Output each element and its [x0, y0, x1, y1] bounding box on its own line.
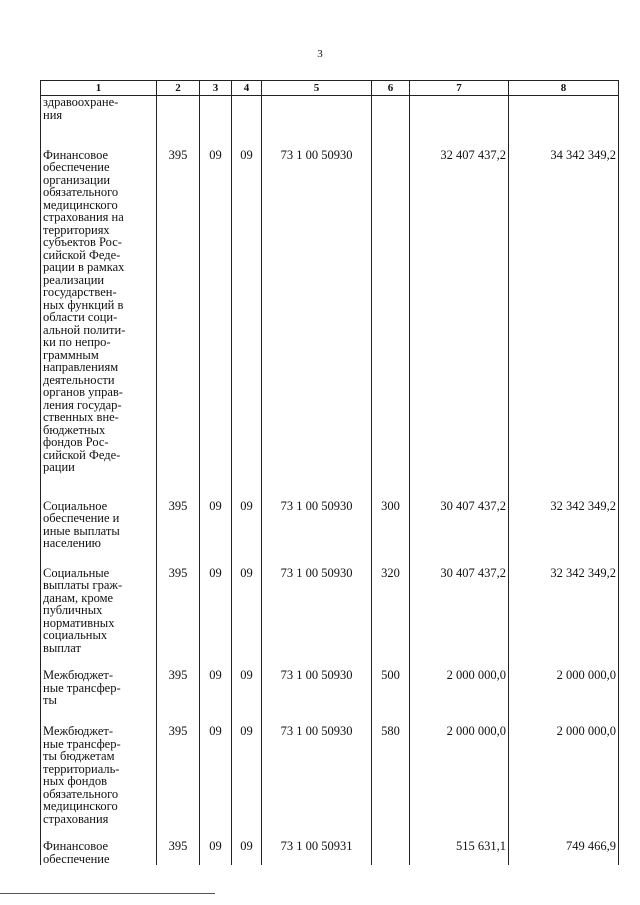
name-line: обеспечение — [43, 851, 110, 866]
name-line: сийской Феде- — [43, 247, 121, 262]
table-row — [41, 710, 619, 825]
table-row — [41, 96, 619, 132]
name-line: медицинского — [43, 799, 118, 813]
table-row — [41, 132, 619, 485]
name-line: организации — [43, 172, 111, 187]
cell-expense-type: 320 — [372, 552, 410, 655]
name-line: направлениям — [43, 360, 119, 374]
name-line: ные трансфер- — [43, 736, 121, 751]
column-header: 5 — [262, 81, 372, 96]
name-line: альной полити- — [43, 322, 126, 337]
cell-name — [41, 825, 157, 865]
cell-amount-year-1: 30 407 437,2 — [410, 485, 509, 552]
cell-amount-year-2: 32 342 349,2 — [509, 485, 619, 552]
name-line: ственных вне- — [43, 410, 119, 424]
cell-section — [200, 96, 232, 132]
cell-amount-year-2: 2 000 000,0 — [509, 654, 619, 710]
name-line: Социальное — [43, 498, 108, 513]
name-line: ления государ- — [43, 397, 122, 412]
name-line: медицинского — [43, 197, 118, 212]
cell-subsection: 09 — [232, 552, 262, 655]
column-header: 4 — [232, 81, 262, 96]
cell-amount-year-1: 32 407 437,2 — [410, 132, 509, 485]
cell-name — [41, 654, 157, 710]
cell-subsection: 09 — [232, 710, 262, 825]
name-line: ные трансфер- — [43, 680, 121, 695]
name-line: фондов Рос- — [43, 435, 109, 449]
name-line: выплат — [43, 640, 81, 655]
name-line: сийской Феде- — [43, 447, 121, 462]
name-line: Социальные — [43, 565, 110, 580]
name-line: публичных — [43, 603, 103, 617]
name-line: выплаты граж- — [43, 578, 123, 592]
cell-amount-year-2: 749 466,9 — [509, 825, 619, 865]
cell-chapter: 395 — [157, 132, 200, 485]
cell-amount-year-1: 2 000 000,0 — [410, 654, 509, 710]
name-line: здравоохране- — [43, 95, 119, 109]
name-line: территориях — [43, 222, 110, 237]
cell-section: 09 — [200, 710, 232, 825]
name-line: ния — [43, 107, 63, 122]
name-line: области соци- — [43, 310, 118, 324]
cell-chapter: 395 — [157, 825, 200, 865]
column-header: 7 — [410, 81, 509, 96]
cell-name — [41, 485, 157, 552]
cell-amount-year-1 — [410, 96, 509, 132]
cell-amount-year-2: 32 342 349,2 — [509, 552, 619, 655]
cell-section: 09 — [200, 825, 232, 865]
name-line: данам, кроме — [43, 590, 114, 605]
cell-chapter: 395 — [157, 552, 200, 655]
cell-subsection: 09 — [232, 654, 262, 710]
name-line: рации — [43, 460, 75, 474]
cell-expense-type — [372, 132, 410, 485]
name-line: органов управ- — [43, 385, 123, 399]
budget-table — [40, 80, 619, 865]
name-line: субъектов Рос- — [43, 235, 122, 249]
column-header: 6 — [372, 81, 410, 96]
cell-chapter: 395 — [157, 654, 200, 710]
table-row — [41, 825, 619, 865]
cell-expense-type: 580 — [372, 710, 410, 825]
column-header: 8 — [509, 81, 619, 96]
cell-target-article: 73 1 00 50930 — [262, 485, 372, 552]
name-line: обязательного — [43, 185, 119, 199]
name-line: нормативных — [43, 615, 115, 630]
cell-amount-year-2 — [509, 96, 619, 132]
cell-subsection — [232, 96, 262, 132]
column-header: 1 — [41, 81, 157, 96]
cell-section: 09 — [200, 654, 232, 710]
name-line: реализации — [43, 272, 105, 287]
cell-target-article: 73 1 00 50930 — [262, 132, 372, 485]
column-header: 3 — [200, 81, 232, 96]
table-row — [41, 552, 619, 655]
name-line: граммным — [43, 347, 99, 362]
name-line: Финансовое — [43, 147, 109, 162]
name-line: обязательного — [43, 786, 119, 801]
name-line: ты бюджетам — [43, 749, 115, 763]
name-line: ных функций в — [43, 297, 124, 312]
name-line: Межбюджет- — [43, 668, 114, 682]
name-line: ты — [43, 693, 57, 707]
table-body — [41, 96, 619, 866]
cell-section: 09 — [200, 552, 232, 655]
name-line: населению — [43, 536, 101, 550]
table-row — [41, 485, 619, 552]
name-line: социальных — [43, 628, 108, 642]
cell-target-article: 73 1 00 50930 — [262, 552, 372, 655]
cell-chapter: 395 — [157, 710, 200, 825]
cell-amount-year-1: 2 000 000,0 — [410, 710, 509, 825]
cell-name — [41, 96, 157, 132]
name-line: страхования на — [43, 210, 124, 224]
name-line: ки по непро- — [43, 335, 111, 349]
cell-amount-year-2: 2 000 000,0 — [509, 710, 619, 825]
cell-chapter: 395 — [157, 485, 200, 552]
cell-expense-type: 300 — [372, 485, 410, 552]
cell-target-article: 73 1 00 50930 — [262, 710, 372, 825]
cell-name — [41, 710, 157, 825]
cell-amount-year-2: 34 342 349,2 — [509, 132, 619, 485]
name-line: иные выплаты — [43, 523, 120, 538]
name-line: обеспечение и — [43, 511, 120, 525]
scan-edge-line — [0, 893, 215, 894]
cell-name — [41, 552, 157, 655]
name-line: страхования — [43, 811, 109, 826]
cell-subsection: 09 — [232, 825, 262, 865]
name-line: Межбюджет- — [43, 724, 114, 738]
name-line: рации в рамках — [43, 260, 125, 274]
name-line: обеспечение — [43, 160, 110, 174]
name-line: территориаль- — [43, 761, 120, 776]
column-header: 2 — [157, 81, 200, 96]
cell-subsection: 09 — [232, 485, 262, 552]
name-line: государствен- — [43, 285, 117, 299]
page-number: 3 — [317, 48, 323, 60]
cell-amount-year-1: 30 407 437,2 — [410, 552, 509, 655]
name-line: деятельности — [43, 372, 115, 387]
cell-amount-year-1: 515 631,1 — [410, 825, 509, 865]
cell-name — [41, 132, 157, 485]
cell-section: 09 — [200, 132, 232, 485]
cell-expense-type: 500 — [372, 654, 410, 710]
name-line: ных фондов — [43, 774, 108, 788]
table-header-row — [41, 81, 619, 96]
cell-target-article — [262, 96, 372, 132]
cell-expense-type — [372, 96, 410, 132]
table-row — [41, 654, 619, 710]
name-line: бюджетных — [43, 422, 106, 437]
name-line: Финансовое — [43, 839, 109, 853]
cell-subsection: 09 — [232, 132, 262, 485]
cell-target-article: 73 1 00 50930 — [262, 654, 372, 710]
cell-section: 09 — [200, 485, 232, 552]
cell-target-article: 73 1 00 50931 — [262, 825, 372, 865]
cell-expense-type — [372, 825, 410, 865]
cell-chapter — [157, 96, 200, 132]
